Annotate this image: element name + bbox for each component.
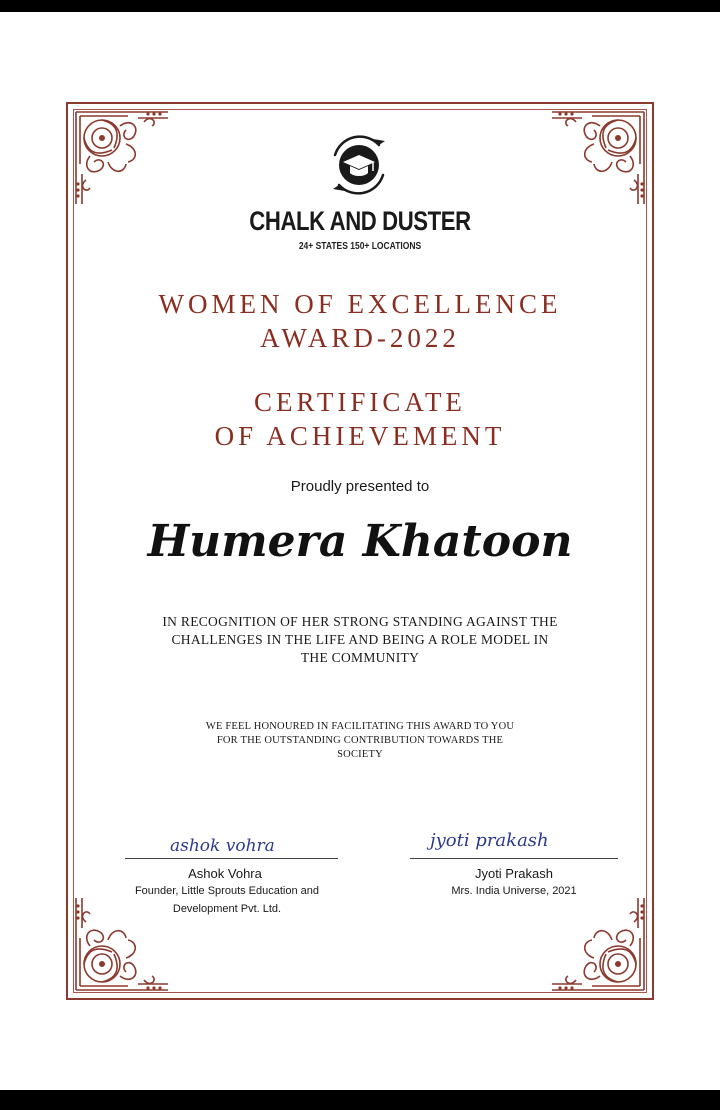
recognition-text: IN RECOGNITION OF HER STRONG STANDING AGAINST THE CHALLENGES IN THE LIFE AND BEING A ROLE MODEL IN THE COMMUNITY — [162, 614, 558, 665]
certificate-title-line1: CERTIFICATE — [254, 387, 466, 417]
signature-ashok-vohra: ashok vohra — [170, 836, 275, 856]
recipient-name: Humera Khatoon — [147, 516, 573, 567]
signature-jyoti-prakash: jyoti prakash — [430, 830, 549, 851]
signer-role-left: Founder, Little Sprouts Education and Development Pvt. Ltd. — [134, 885, 320, 915]
signature-line-right — [410, 858, 618, 859]
corner-ornament-icon — [542, 888, 652, 998]
corner-ornament-top-right — [542, 104, 652, 214]
corner-ornament-icon — [68, 104, 178, 214]
award-title-line1: WOMEN OF EXCELLENCE — [158, 289, 562, 319]
corner-ornament-icon — [542, 104, 652, 214]
presented-to-text: Proudly presented to — [290, 478, 430, 495]
signer-name-right: Jyoti Prakash — [474, 866, 554, 881]
top-status-bar — [0, 0, 720, 12]
brand-name: CHALK AND DUSTER — [249, 206, 471, 236]
signer-name-left: Ashok Vohra — [188, 866, 262, 881]
signer-role-right: Mrs. India Universe, 2021 — [451, 885, 577, 897]
award-title-line2: AWARD-2022 — [260, 323, 460, 353]
graduation-cap-icon — [321, 133, 397, 197]
bottom-navigation-bar — [0, 1090, 720, 1110]
corner-ornament-bottom-right — [542, 888, 652, 998]
brand-tagline: 24+ STATES 150+ LOCATIONS — [298, 241, 422, 252]
certificate-title-line2: OF ACHIEVEMENT — [214, 421, 506, 451]
signature-line-left — [125, 858, 338, 859]
honour-text: WE FEEL HONOURED IN FACILITATING THIS AWARD TO YOU FOR THE OUTSTANDING CONTRIBUTION TOWARDS THE SOCIETY — [205, 721, 515, 760]
corner-ornament-top-left — [68, 104, 178, 214]
